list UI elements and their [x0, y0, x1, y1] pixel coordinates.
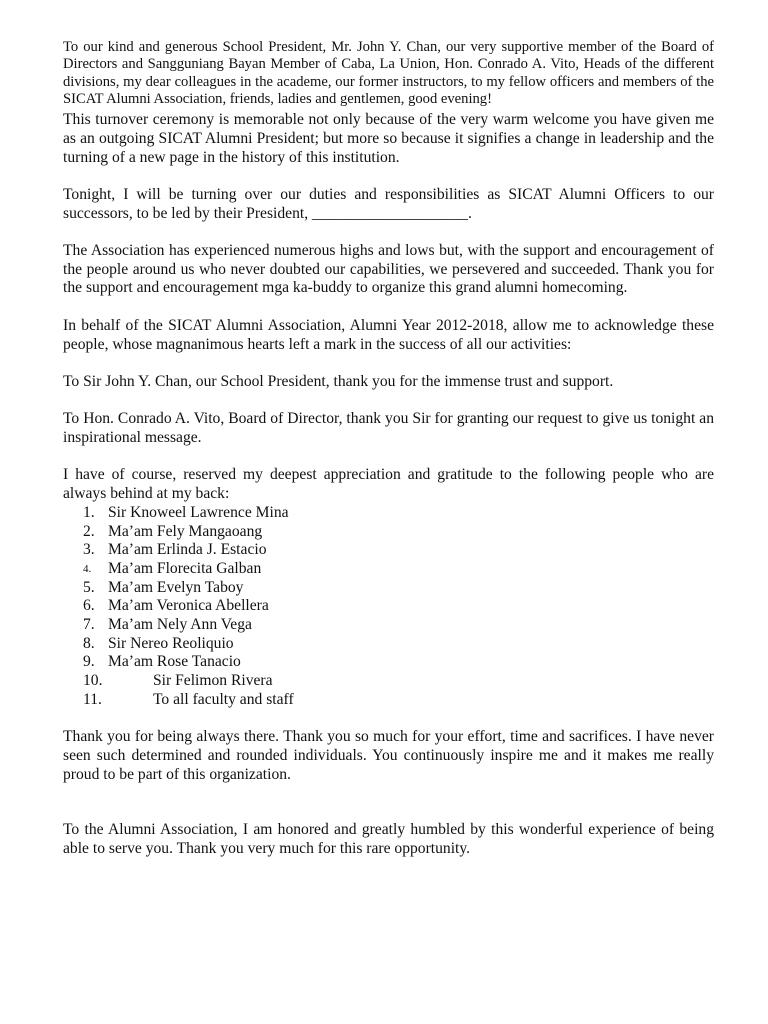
document-page — [63, 39, 714, 859]
thanks-list — [63, 504, 714, 710]
list-item — [63, 523, 714, 542]
list-name: Ma’am Erlinda J. Estacio — [108, 541, 267, 559]
list-item — [63, 691, 714, 710]
closing-paragraph: To the Alumni Association, I am honored and greatly humbled by this wonderful experience of being able to serve you. Thank you very much for this rare opportunity. — [63, 821, 714, 858]
tonight-paragraph: Tonight, I will be turning over our duties and responsibilities as SICAT Alumni Officers to our successors, to be led by their President, ____________________. — [63, 185, 714, 222]
list-item — [63, 579, 714, 598]
list-number: 11. — [83, 690, 102, 708]
list-item — [63, 653, 714, 672]
list-number: 8. — [83, 634, 95, 652]
list-item — [63, 635, 714, 654]
turnover-paragraph: This turnover ceremony is memorable not only because of the very warm welcome you have given me as an outgoing SICAT Alumni President; but more so because it signifies a change in leadership and the turning of a new page in the history of this institution. — [63, 111, 714, 166]
list-name: Sir Knoweel Lawrence Mina — [108, 503, 289, 521]
list-item — [63, 560, 714, 579]
list-name: Ma’am Evelyn Taboy — [108, 578, 244, 596]
list-name: Sir Nereo Reoliquio — [108, 634, 234, 652]
behalf-paragraph: In behalf of the SICAT Alumni Association, Alumni Year 2012-2018, allow me to acknowledge these people, whose magnanimous hearts left a mark in the success of all our activities: — [63, 316, 714, 353]
list-number: 3. — [83, 541, 95, 559]
list-name: Ma’am Rose Tanacio — [108, 653, 241, 671]
list-name: To all faculty and staff — [153, 690, 294, 708]
list-name: Sir Felimon Rivera — [153, 672, 273, 690]
list-item — [63, 504, 714, 523]
list-number: 1. — [83, 503, 95, 521]
list-name: Ma’am Fely Mangaoang — [108, 522, 263, 540]
greeting-paragraph: To our kind and generous School President, Mr. John Y. Chan, our very supportive member of the Board of Directors and Sangguniang Bayan Member of Caba, La Union, Hon. Conrado A. Vito, Heads of the different divisions, my dear colleagues in the academe, our former instructors, to my fellow officers and members of the SICAT Alumni Association, friends, ladies and gentlemen, good evening! — [63, 39, 714, 107]
list-item — [63, 597, 714, 616]
chan-paragraph: To Sir John Y. Chan, our School President, thank you for the immense trust and support. — [63, 372, 614, 390]
list-number: 9. — [83, 653, 95, 671]
list-item — [63, 616, 714, 635]
association-paragraph: The Association has experienced numerous highs and lows but, with the support and encouragement of the people around us who never doubted our capabilities, we persevered and succeeded. Thank you for the support and encouragement mga ka-buddy to organize this grand alumni homecoming. — [63, 242, 714, 297]
list-name: Ma’am Veronica Abellera — [108, 597, 269, 615]
list-number: 7. — [83, 616, 95, 634]
list-number: 2. — [83, 522, 95, 540]
list-number: 6. — [83, 597, 95, 615]
always-there-paragraph: Thank you for being always there. Thank you so much for your effort, time and sacrifices. I have never seen such determined and rounded individuals. You continuously inspire me and it makes me really proud to be part of this organization. — [63, 728, 714, 783]
list-number: 5. — [83, 578, 95, 596]
list-name: Ma’am Florecita Galban — [108, 559, 262, 577]
vito-paragraph: To Hon. Conrado A. Vito, Board of Director, thank you Sir for granting our request to give us tonight an inspirational message. — [63, 410, 714, 447]
list-number: 4. — [83, 562, 92, 575]
list-name: Ma’am Nely Ann Vega — [108, 616, 252, 634]
list-number: 10. — [83, 672, 103, 690]
list-item — [63, 541, 714, 560]
list-item — [63, 672, 714, 691]
appreciation-paragraph: I have of course, reserved my deepest appreciation and gratitude to the following people who are always behind at my back: — [63, 466, 714, 503]
